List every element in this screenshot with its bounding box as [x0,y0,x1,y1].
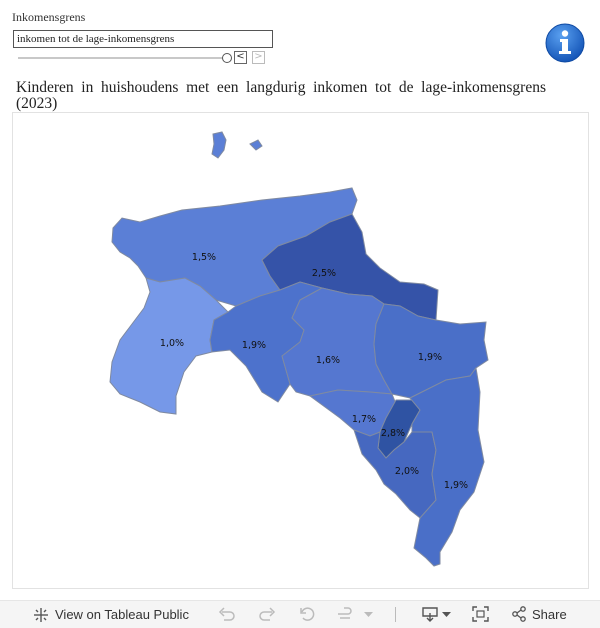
tableau-logo-icon[interactable] [33,607,49,623]
chart-title-line1: Kinderen in huishoudens met een langdurig inkomen tot de lage-inkomensgrens [16,79,546,96]
revert-icon[interactable] [298,606,316,622]
download-dropdown-icon[interactable] [442,612,451,618]
island-2[interactable] [250,140,262,150]
label-south: 2,0% [394,466,420,477]
label-center-west: 1,9% [241,340,267,351]
refresh-icon[interactable] [336,606,354,622]
fullscreen-icon[interactable] [472,606,489,622]
redo-icon[interactable] [258,606,276,622]
label-east: 1,9% [417,352,443,363]
label-city: 2,8% [380,428,406,439]
label-west: 1,0% [159,338,185,349]
label-south-center: 1,7% [351,414,377,425]
download-icon[interactable] [421,606,439,622]
label-south-east: 1,9% [443,480,469,491]
island-1[interactable] [212,132,226,158]
prev-button[interactable]: < [234,51,247,64]
chart-title-line2: (2023) [16,95,58,112]
filter-input[interactable]: inkomen tot de lage-inkomensgrens [13,30,273,48]
next-button[interactable]: > [252,51,265,64]
tableau-toolbar [0,600,600,628]
label-center: 1,6% [315,355,341,366]
filter-label: Inkomensgrens [12,10,86,24]
label-north-east: 2,5% [311,268,337,279]
view-on-tableau-link[interactable]: View on Tableau Public [55,607,189,622]
label-north-west: 1,5% [191,252,217,263]
undo-icon[interactable] [218,606,236,622]
dropdown-arrow-icon[interactable] [364,612,373,618]
toolbar-divider [395,607,396,622]
share-icon[interactable] [511,606,527,622]
share-button[interactable]: Share [532,607,567,622]
